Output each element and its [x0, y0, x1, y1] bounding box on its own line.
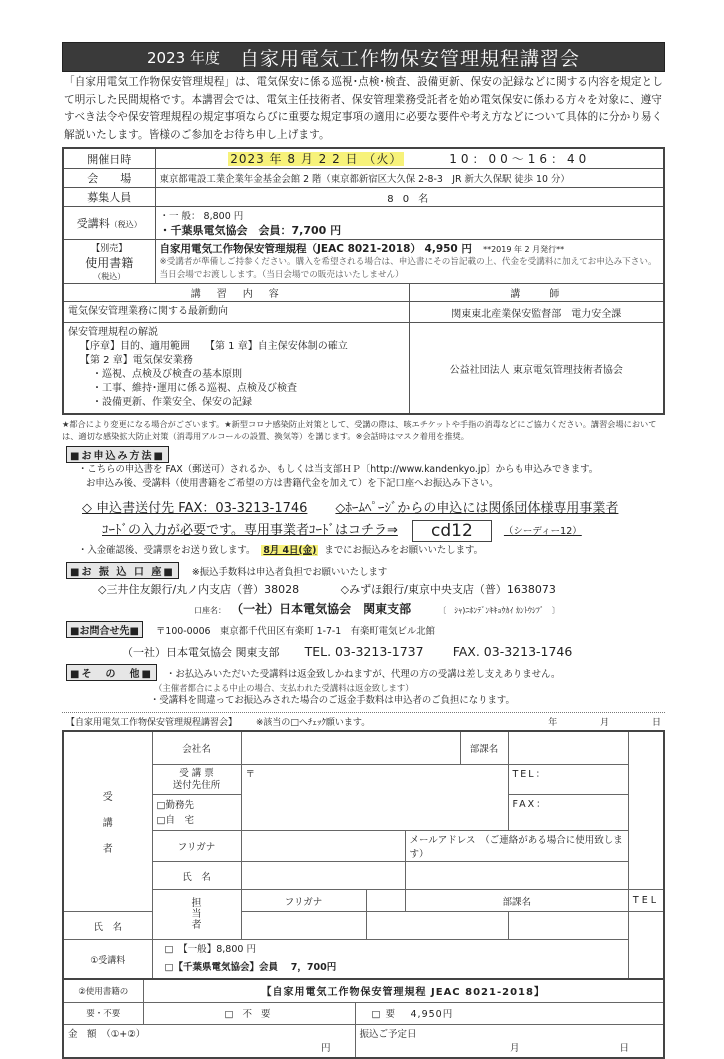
fee-member-checkbox[interactable]: □【千葉県電気協会】会員 7，700円 [164, 962, 337, 973]
tel-input[interactable]: TEL： [508, 765, 628, 795]
transfer-day: 日 [619, 1042, 629, 1054]
address-label-1: 受 講 票 [179, 767, 214, 779]
postal-mark: 〒 [245, 769, 256, 780]
content-header: 講 習 内 容 [64, 284, 409, 302]
web-apply-line-1: ◇ﾎｰﾑﾍﾟｰｼﾞからの申込には関係団体様専用事業者 [335, 501, 619, 516]
page-title: 自家用電気工作物保安管理規程講習会 [239, 47, 580, 70]
date-label: 開催日時 [63, 148, 155, 169]
content-subtopic: 【第 2 章】電気保安業務 [80, 355, 193, 366]
application-form [62, 730, 665, 981]
person-dept-label: 部課名 [405, 890, 628, 912]
fee-member: ・千葉県電気協会 会員：7,700 円 [159, 224, 342, 237]
form-year: 年 [548, 717, 558, 728]
intro-text: 「自家用電気工作物保安管理規程」は、電気保安に係る巡視･点検･検査、設備更新、保安の記録などに関する内容を規定として明示した民間規格です。本講習会では、電気主任技術者、保安管理業務受託者を始め電気保安に係わる方々を対象に、遵守すべき法令や保安管理規程の規定事項ならびに重要な規定事項の適用に必要な要件や考え方などについて具体的に分かり易く解説いたします。皆様のご参加をお待ち申し上げます。 [64, 76, 663, 141]
date-row [63, 148, 664, 169]
contact-section [62, 619, 665, 660]
dept-label: 部課名 [460, 731, 508, 765]
bank-label: ■お 振 込 口 座■ [66, 562, 179, 579]
fee-label-note: （税込） [109, 220, 142, 229]
attendee-section-label: 受 講 者 [63, 731, 152, 912]
book-label: 使用書籍 [85, 256, 134, 270]
content-row [64, 302, 663, 323]
fax-input[interactable]: FAX： [508, 795, 628, 831]
apply-line-2: お申込み後、受講料（使用書籍をご希望の方は書籍代金を加えて）を下記口座へお振込み下さい。 [86, 478, 499, 489]
total-amount-label: 金 額 （①+②） [68, 1028, 146, 1040]
business-code-reading: （シーディー12） [503, 526, 582, 537]
form-month: 月 [600, 717, 610, 728]
person-name-label: 氏 名 [63, 912, 152, 940]
person-furigana-input[interactable] [366, 890, 405, 912]
form-header [62, 713, 665, 730]
fee-row [63, 207, 664, 240]
dept-input[interactable] [508, 731, 628, 765]
person-section-label: 担 当 者 [152, 890, 241, 940]
form-day: 日 [651, 717, 661, 728]
content-subtopic: ・巡視、点検及び検査の基本原則 [92, 369, 242, 380]
other-label: ■そ の 他■ [66, 664, 157, 681]
apply-section [62, 444, 665, 558]
yen-unit: 円 [320, 1042, 331, 1054]
contact-label: ■お問合せ先■ [66, 621, 143, 638]
bank-account-1: ◇三井住友銀行/丸ノ内支店（普）38028 [98, 582, 300, 596]
account-holder-label: 口座名： [194, 605, 226, 615]
notice-text: ★都合により変更になる場合がございます。★新型コロナ感染防止対策として、受講の際は、咳エチケットや手指の消毒などにご協力ください。講習会場においては、適切な感染拡大防止対策（消毒用アルコールの設置、換気等）を講じます。※会話時はマスク着用を推奨。 [62, 419, 657, 441]
name-input[interactable] [241, 862, 405, 890]
fee-general-checkbox[interactable]: □ 【一般】8,800 円 [164, 944, 256, 955]
content-subtopic: ・工事、維持･運用に係る巡視、点検及び検査 [92, 383, 297, 394]
name-label: 氏 名 [152, 862, 241, 890]
business-code: cd12 [412, 520, 492, 542]
deadline-post: までにお振込みをお願いいたします。 [324, 544, 484, 556]
capacity-label: 募集人員 [63, 188, 155, 207]
transfer-month: 月 [509, 1042, 520, 1054]
content-subtopic: ・設備更新、作業安全、保安の記録 [92, 397, 252, 408]
book-total-form [62, 980, 665, 1059]
email-input[interactable] [405, 862, 628, 890]
other-line-2: （主催者都合による中止の場合、支払われた受講料は返金致します） [154, 682, 414, 693]
capacity-value: 8 0 名 [155, 188, 664, 207]
instructor-name: 公益社団法人 東京電気管理技術者協会 [409, 323, 663, 414]
content-row [64, 323, 663, 414]
account-holder: （一社）日本電気協会 関東支部 [231, 601, 412, 616]
person-dept-input[interactable] [366, 912, 508, 940]
bank-note: ※振込手数料は申込者負担でお願いいたします [191, 566, 388, 578]
book-note: ※受講者が準備しご持参ください。購入を希望される場合は、申込書にその旨記載の上、代金を受講料に加えてお申込み下さい。当日会場でお渡しします。（当日会場での販売はいたしません） [159, 257, 657, 280]
person-tel-label: TEL [628, 890, 664, 912]
total-amount-field[interactable] [63, 1024, 355, 1058]
account-holder-kana: 〔 ｼｬ)ﾆﾎﾝﾃﾞﾝｷｷｮｳｶｲ ｶﾝﾄｳｼﾌﾞ 〕 [438, 605, 560, 615]
venue-value: 東京都電設工業企業年金基金会館 2 階（東京都新宿区大久保 2-8-3 JR 新大久保駅 徒歩 10 分） [155, 169, 664, 188]
address-input[interactable] [241, 765, 508, 831]
title-banner [62, 42, 665, 72]
instructor-name: 関東東北産業保安監督部 電力安全課 [409, 302, 663, 323]
event-time: 10：00～16：40 [449, 152, 591, 166]
title-year: 2023 年度 [147, 48, 220, 67]
web-apply-line-2: ｺｰﾄﾞの入力が必要です。専用事業者ｺｰﾄﾞはコチラ⇒ [102, 523, 398, 538]
book-published: **2019 年 2 月発行** [483, 245, 565, 254]
fax-destination: ◇ 申込書送付先 FAX：03-3213-1746 [82, 501, 308, 516]
apply-label: ■お申込み方法■ [66, 446, 169, 463]
capacity-row [63, 188, 664, 207]
book-label-top: 【別売】 [91, 244, 128, 254]
course-content-table [64, 284, 663, 413]
instructor-header: 講 師 [409, 284, 663, 302]
book-not-needed-checkbox[interactable]: □ 不 要 [143, 1002, 355, 1024]
event-date: 2023 年 8 月 2 2 日 （火） [230, 152, 403, 166]
person-tel-input[interactable] [508, 912, 628, 940]
payment-deadline: 8月 4日(金) [263, 544, 317, 556]
work-checkbox[interactable]: □勤務先 [156, 799, 194, 811]
furigana-label: フリガナ [152, 831, 241, 862]
flyer-page [62, 42, 665, 1059]
fee-section-label: ①受講料 [63, 940, 152, 980]
book-title: 自家用電気工作物保安管理規程（JEAC 8021-2018） 4,950 円 [159, 243, 472, 255]
person-name-input[interactable] [241, 912, 366, 940]
person-furigana-label: フリガナ [241, 890, 366, 912]
content-topic: 保安管理規程の解説 [68, 327, 158, 338]
other-line-1: ・お払込みいただいた受講料は返金致しかねますが、代理の方の受講は差し支えありません。 [166, 668, 561, 680]
bank-account-2: ◇みずほ銀行/東京中央支店（普）1638073 [340, 582, 556, 596]
venue-row [63, 169, 664, 188]
contact-address: 〒100-0006 東京都千代田区有楽町 1-7-1 有楽町電気ビル北館 [156, 625, 436, 637]
furigana-input[interactable] [241, 831, 405, 862]
home-checkbox[interactable]: □自 宅 [156, 814, 194, 826]
book-need-label-1: ②使用書籍の [63, 980, 143, 1002]
other-line-3: ・受講料を間違ってお振込みされた場合のご返金手数料は申込者のご負担になります。 [150, 694, 515, 706]
form-book-title: 【自家用電気工作物保安管理規程 JEAC 8021-2018】 [143, 980, 664, 1002]
venue-label: 会 場 [63, 169, 155, 188]
address-label-2: 送付先住所 [172, 779, 221, 791]
content-subtopic: 【序章】目的、適用範囲 【第 1 章】自主保安体制の確立 [80, 341, 348, 352]
contact-org: （一社）日本電気協会 関東支部 [122, 645, 280, 659]
other-section [62, 662, 665, 708]
event-info-table [62, 147, 665, 415]
book-row [63, 240, 664, 284]
contact-fax: FAX. 03-3213-1746 [452, 643, 573, 659]
content-topic: 電気保安管理業務に関する最新動向 [68, 306, 228, 317]
company-label: 会社名 [152, 731, 241, 765]
book-need-label-2: 要・不要 [63, 1002, 143, 1024]
transfer-date-label: 振込ご予定日 [359, 1028, 417, 1040]
transfer-date-field[interactable] [355, 1024, 664, 1058]
bank-section [62, 560, 665, 617]
deadline-pre: ・入金確認後、受講票をお送り致します。 [78, 544, 256, 556]
contact-tel: TEL. 03-3213-1737 [304, 643, 424, 659]
fee-label: 受講料 [76, 217, 110, 230]
email-label: メールアドレス （ご連絡がある場合に使用致します） [405, 831, 628, 862]
form-title: 【自家用電気工作物保安管理規程講習会】 [66, 717, 238, 728]
book-needed-checkbox[interactable]: □ 要 4,950円 [355, 1002, 664, 1024]
form-check-note: ※該当の□へﾁｪｯｸ願います。 [255, 717, 371, 728]
book-label-note: （税込） [93, 272, 126, 281]
company-input[interactable] [241, 731, 460, 765]
apply-line-1: ・こちらの申込書を FAX（郵送可）されるか、もしくは当支部ＨＰ〔http://www.kandenkyo.jp〕からも申込みできます。 [78, 464, 599, 475]
fee-general: ・一 般： 8,800 円 [159, 211, 244, 222]
